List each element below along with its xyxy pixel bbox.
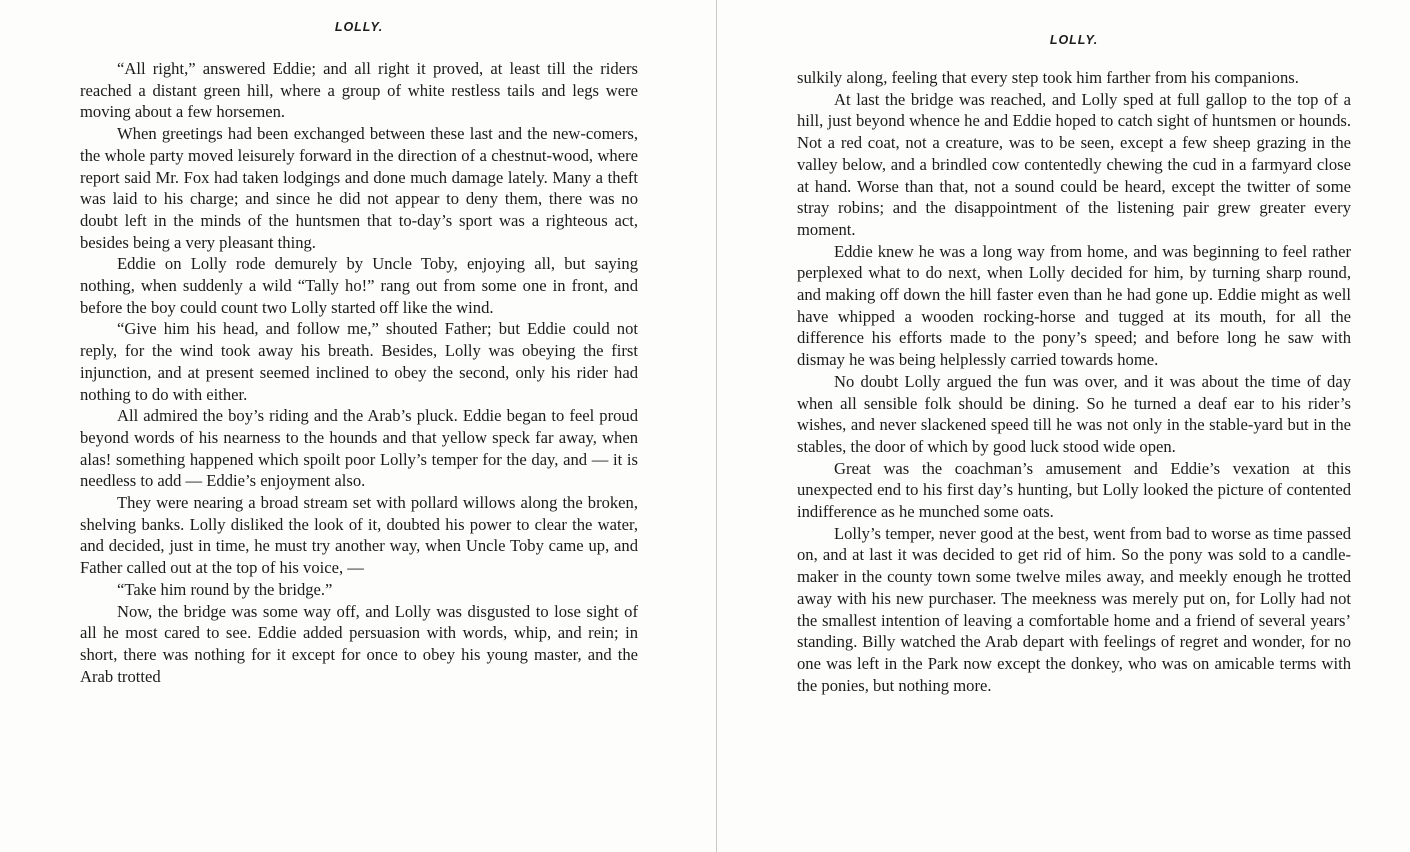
paragraph: Lolly’s temper, never good at the best, went from bad to worse as time passed on, and at last it was decided to get rid of him. So the pony was sold to a candle-maker in the county town some twelve miles away, and meekly enough he trotted away with his new purchaser. The meekness was merely put on, for Lolly had not the smallest intention of leaving a comfortable home and a friend of several years’ standing. Billy watched the Arab depart with feelings of regret and wonder, for no one was left in the Park now except the donkey, who was on amicable terms with the ponies, but nothing more.	[797, 523, 1351, 695]
paragraph: “Give him his head, and follow me,” shouted Father; but Eddie could not reply, for the wind took away his breath. Besides, Lolly was obeying the first injunction, and at present seemed inclined to obey the second, only his rider had nothing to do with either.	[80, 319, 638, 404]
paragraph: No doubt Lolly argued the fun was over, and it was about the time of day when all sensible folk should be dining. So he turned a deaf ear to his rider’s wishes, and never slackened speed till he was not only in the stable-yard but in the stables, the door of which by good luck stood wide open.	[797, 371, 1351, 456]
paragraph: Eddie knew he was a long way from home, and was beginning to feel rather perplexed what to do next, when Lolly decided for him, by turning sharp round, and making off down the hill faster even than he had gone up. Eddie might as well have whipped a wooden rocking-horse and tugged at its mouth, for all the difference his efforts made to the pony’s speed; and before long he saw with dismay he was being helplessly carried towards home.	[797, 241, 1351, 370]
paragraph: “All right,” answered Eddie; and all right it proved, at least till the riders reached a distant green hill, where a group of white restless tails and legs were moving about a few horsemen.	[80, 59, 638, 122]
left-page	[80, 0, 638, 852]
paragraph: At last the bridge was reached, and Lolly sped at full gallop to the top of a hill, just beyond whence he and Eddie hoped to catch sight of huntsmen or hounds. Not a red coat, not a creature, was to be seen, except a few sheep grazing in the valley below, and a brindled cow contentedly chewing the cud in a farmyard close at hand. Worse than that, not a sound could be heard, except the twitter of some stray robins; and the disappointment of the listening pair grew greater every moment.	[797, 89, 1351, 239]
running-head: LOLLY.	[1049, 33, 1099, 47]
page-gutter	[716, 0, 717, 852]
paragraph: sulkily along, feeling that every step took him farther from his companions.	[797, 68, 1299, 87]
body-text	[80, 58, 638, 687]
right-page	[797, 0, 1351, 852]
body-text	[797, 67, 1351, 696]
paragraph: All admired the boy’s riding and the Arab’s pluck. Eddie began to feel proud beyond words of his nearness to the hounds and that yellow speck far away, when alas! something happened which spoilt poor Lolly’s temper for the day, and — it is needless to add — Eddie’s enjoyment also.	[80, 406, 638, 491]
paragraph: Now, the bridge was some way off, and Lolly was disgusted to lose sight of all he most cared to see. Eddie added persuasion with words, whip, and rein; in short, there was nothing for it except for once to obey his young master, and the Arab trotted	[80, 601, 638, 686]
paragraph: They were nearing a broad stream set with pollard willows along the broken, shelving banks. Lolly disliked the look of it, doubted his power to clear the water, and decided, just in time, he must try another way, when Uncle Toby came up, and Father called out at the top of his voice, —	[80, 493, 638, 578]
paragraph: “Take him round by the bridge.”	[117, 579, 333, 599]
paragraph: When greetings had been exchanged between these last and the new-comers, the whole party moved leisurely forward in the direction of a chestnut-wood, where report said Mr. Fox had taken lodgings and done much damage lately. Many a theft was laid to his charge; and since he did not appear to deny them, there was no doubt left in the minds of the huntsmen that to-day’s sport was a righteous act, besides being a very pleasant thing.	[80, 124, 638, 252]
paragraph: Great was the coachman’s amusement and Eddie’s vexation at this unexpected end to his first day’s hunting, but Lolly looked the picture of contented indifference as he munched some oats.	[797, 458, 1351, 522]
running-head: LOLLY.	[334, 20, 384, 34]
paragraph: Eddie on Lolly rode demurely by Uncle Toby, enjoying all, but saying nothing, when suddenly a wild “Tally ho!” rang out from some one in front, and before the boy could count two Lolly started off like the wind.	[80, 254, 638, 317]
